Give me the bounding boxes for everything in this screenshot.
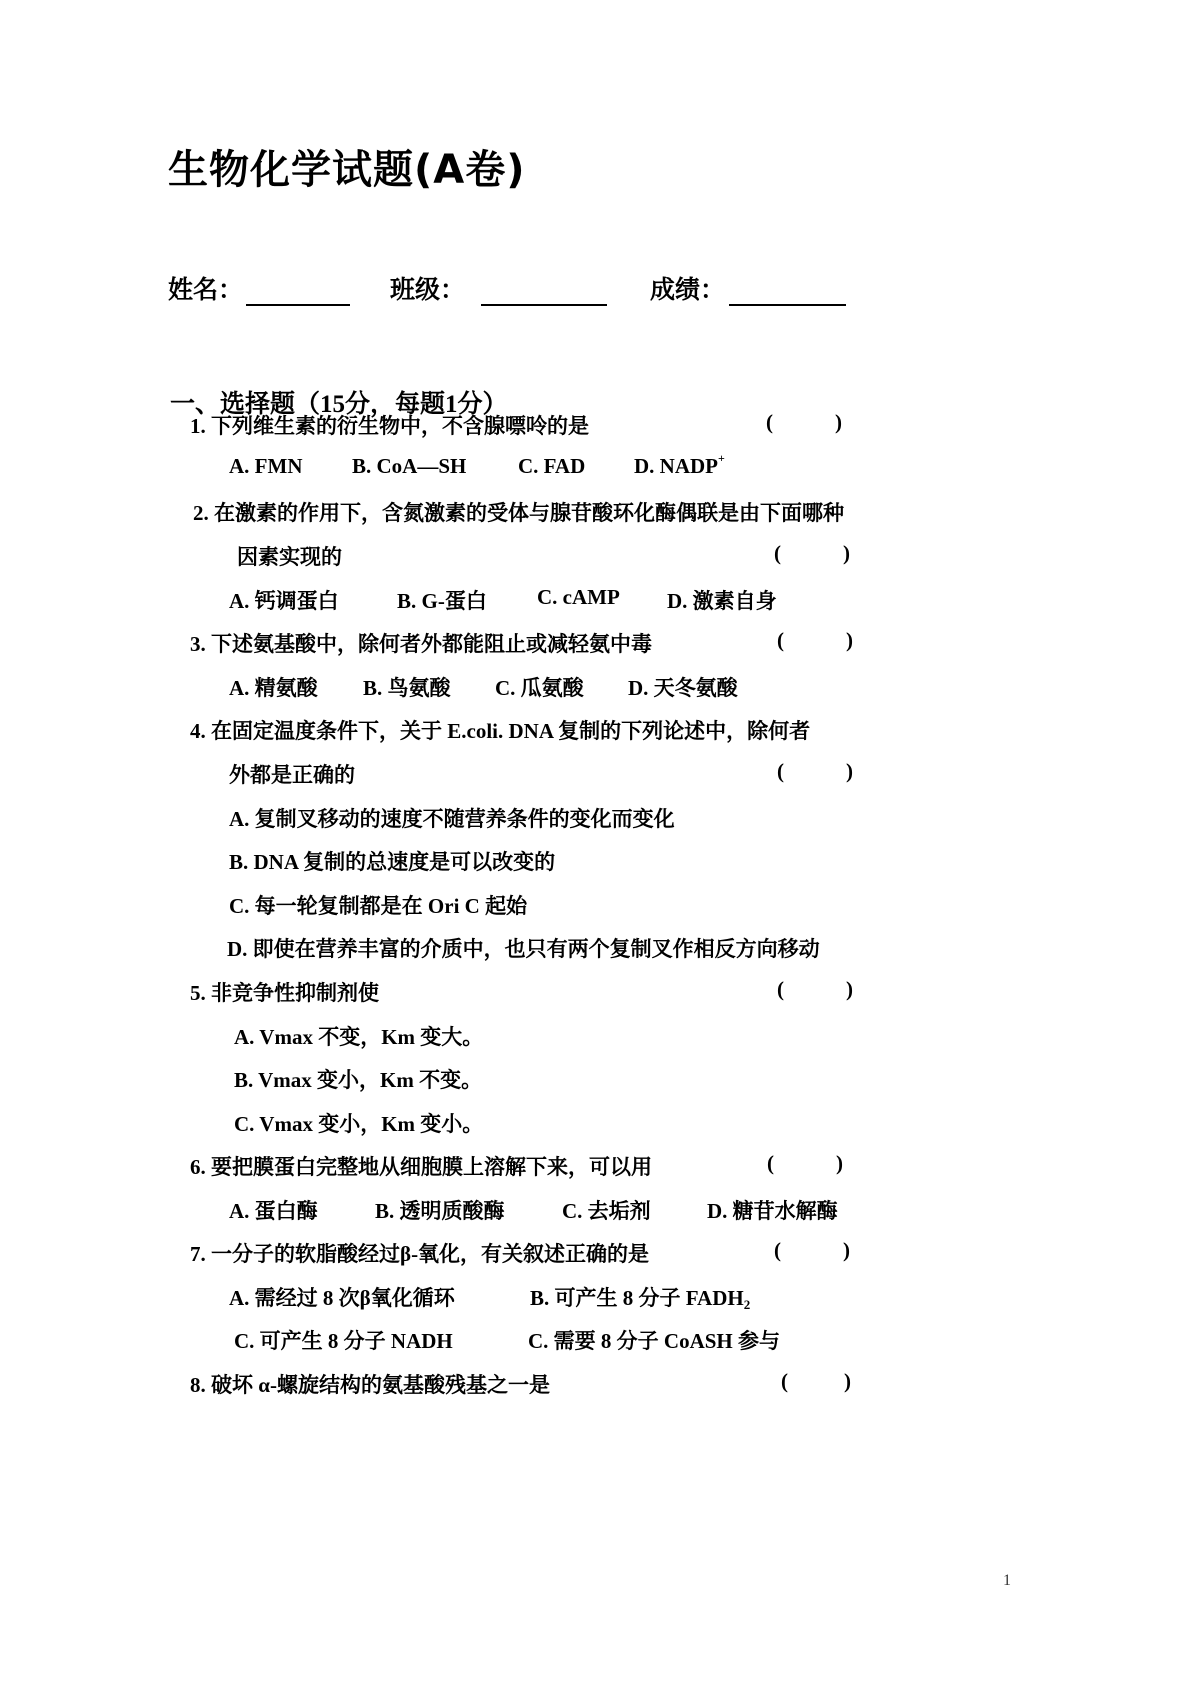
question-number: 5. bbox=[190, 981, 206, 1005]
answer-blank[interactable]: ( ) bbox=[774, 1238, 850, 1262]
page-title: 生物化学试题(A卷) bbox=[168, 147, 526, 193]
option-b: B. 透明质酸酶 bbox=[375, 1199, 505, 1223]
option-c: C. 可产生 8 分子 NADH bbox=[234, 1329, 453, 1353]
subscript: 2 bbox=[743, 1297, 751, 1312]
name-blank[interactable] bbox=[246, 304, 350, 306]
question-text: 破坏 α-螺旋结构的氨基酸残基之一是 bbox=[211, 1373, 550, 1397]
option-a: A. 精氨酸 bbox=[229, 676, 318, 700]
question-stem bbox=[193, 497, 844, 527]
option-b: B. 鸟氨酸 bbox=[363, 676, 451, 700]
option-a: A. 需经过 8 次β氧化循环 bbox=[229, 1286, 455, 1310]
option-a: A. 蛋白酶 bbox=[229, 1199, 318, 1223]
question-text: 一分子的软脂酸经过β-氧化，有关叙述正确的是 bbox=[211, 1242, 650, 1266]
answer-blank[interactable]: ( ) bbox=[766, 410, 842, 434]
question-number: 7. bbox=[190, 1242, 206, 1266]
question-text: 在激素的作用下，含氮激素的受体与腺苷酸环化酶偶联是由下面哪种 bbox=[214, 501, 844, 525]
question-stem bbox=[190, 628, 652, 658]
score-label: 成绩： bbox=[650, 275, 726, 304]
option-b: B. G-蛋白 bbox=[397, 589, 487, 613]
name-label: 姓名： bbox=[168, 275, 244, 304]
option-d: D. 糖苷水解酶 bbox=[707, 1199, 838, 1223]
question-number: 8. bbox=[190, 1373, 206, 1397]
question-text: 非竞争性抑制剂使 bbox=[211, 981, 379, 1005]
question-text: 在固定温度条件下，关于 E.coli. DNA 复制的下列论述中，除何者 bbox=[211, 719, 811, 743]
option-a: A. Vmax 不变，Km 变大。 bbox=[234, 1025, 484, 1049]
option-d-text: D. NADP bbox=[634, 454, 718, 478]
question-number: 4. bbox=[190, 719, 206, 743]
class-label: 班级： bbox=[390, 275, 466, 304]
score-blank[interactable] bbox=[729, 304, 846, 306]
answer-blank[interactable]: ( ) bbox=[774, 541, 850, 565]
answer-blank[interactable]: ( ) bbox=[777, 759, 853, 783]
option-c: C. FAD bbox=[518, 454, 586, 478]
option-b: B. Vmax 变小，Km 不变。 bbox=[234, 1068, 483, 1092]
question-stem bbox=[190, 410, 589, 440]
question-text: 下列维生素的衍生物中，不含腺嘌呤的是 bbox=[211, 414, 589, 438]
answer-blank[interactable]: ( ) bbox=[777, 977, 853, 1001]
option-c: C. cAMP bbox=[537, 585, 620, 609]
option-b-text: B. 可产生 8 分子 FADH bbox=[530, 1286, 744, 1310]
option-b: B. DNA 复制的总速度是可以改变的 bbox=[229, 850, 556, 874]
option-d bbox=[634, 451, 725, 479]
question-stem bbox=[190, 1369, 550, 1399]
option-c: C. Vmax 变小，Km 变小。 bbox=[234, 1112, 484, 1136]
question-stem bbox=[190, 1238, 649, 1268]
question-number: 1. bbox=[190, 414, 206, 438]
option-d: D. 激素自身 bbox=[667, 589, 777, 613]
question-stem bbox=[190, 977, 379, 1007]
option-b bbox=[530, 1282, 750, 1312]
option-c: C. 去垢剂 bbox=[562, 1199, 651, 1223]
option-d: D. 天冬氨酸 bbox=[628, 676, 738, 700]
option-a: A. 钙调蛋白 bbox=[229, 589, 339, 613]
section-heading: 一、选择题（15分，每题1分） bbox=[170, 391, 508, 418]
question-stem bbox=[190, 715, 810, 745]
option-b: B. CoA—SH bbox=[352, 454, 467, 478]
question-number: 3. bbox=[190, 632, 206, 656]
option-a: A. 复制叉移动的速度不随营养条件的变化而变化 bbox=[229, 807, 675, 831]
question-text-cont: 外都是正确的 bbox=[229, 763, 355, 787]
answer-blank[interactable]: ( ) bbox=[767, 1151, 843, 1175]
question-text: 下述氨基酸中，除何者外都能阻止或减轻氨中毒 bbox=[211, 632, 652, 656]
question-number: 2. bbox=[193, 501, 209, 525]
option-c: C. 每一轮复制都是在 Ori C 起始 bbox=[229, 894, 528, 918]
option-c: C. 瓜氨酸 bbox=[495, 676, 584, 700]
question-text: 要把膜蛋白完整地从细胞膜上溶解下来，可以用 bbox=[211, 1155, 652, 1179]
option-d: D. 即使在营养丰富的介质中，也只有两个复制叉作相反方向移动 bbox=[227, 937, 820, 961]
answer-blank[interactable]: ( ) bbox=[781, 1369, 851, 1393]
answer-blank[interactable]: ( ) bbox=[777, 628, 853, 652]
superscript: + bbox=[718, 451, 725, 465]
question-stem bbox=[190, 1151, 652, 1181]
page-number: 1 bbox=[1003, 1572, 1011, 1589]
option-d: C. 需要 8 分子 CoASH 参与 bbox=[528, 1329, 781, 1353]
question-text-cont: 因素实现的 bbox=[237, 545, 342, 569]
class-blank[interactable] bbox=[481, 304, 607, 306]
question-number: 6. bbox=[190, 1155, 206, 1179]
option-a: A. FMN bbox=[229, 454, 303, 478]
